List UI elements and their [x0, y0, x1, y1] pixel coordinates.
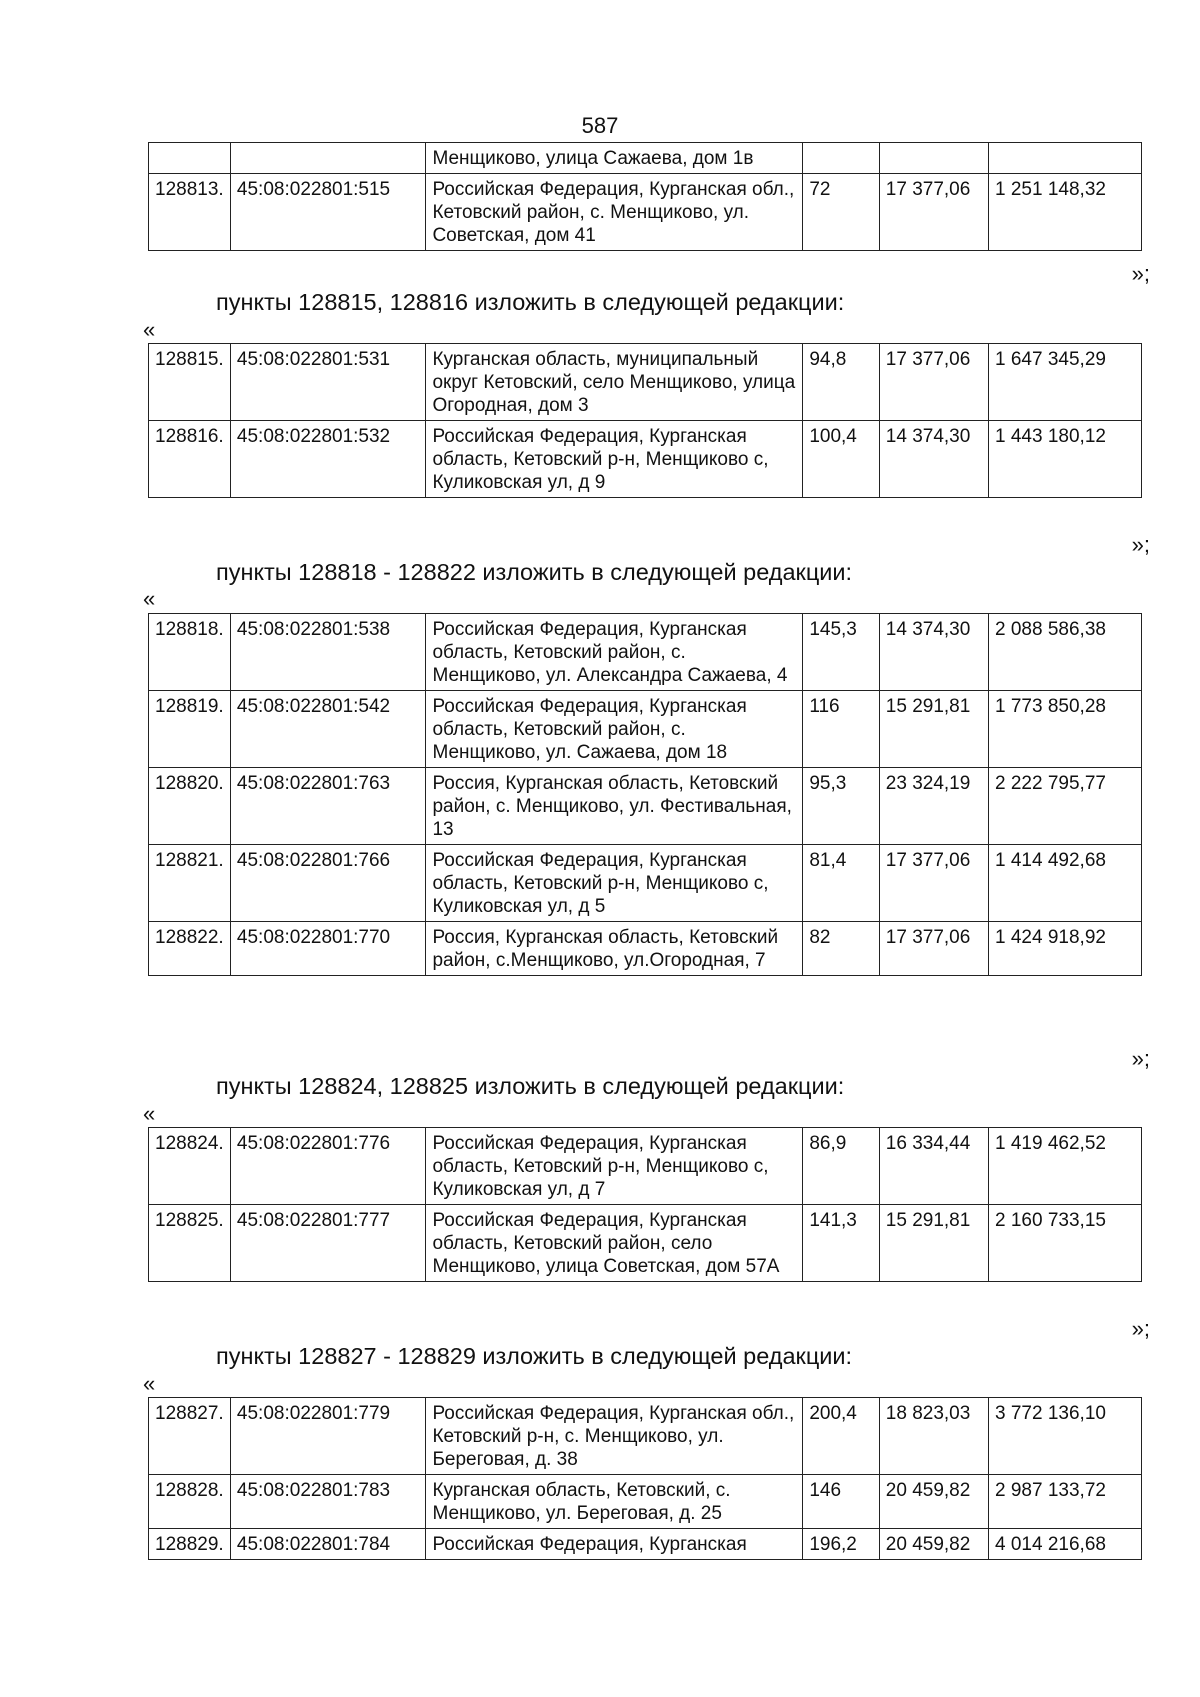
- row-number: 128816.: [149, 421, 231, 498]
- opening-quote: «: [143, 1371, 156, 1396]
- row-number: 128822.: [149, 922, 231, 976]
- address: Курганская область, муниципальный округ Кетовский, село Менщиково, улица Огородная, дом 3: [426, 344, 803, 421]
- total-value: 1 414 492,68: [989, 845, 1142, 922]
- row-number: 128815.: [149, 344, 231, 421]
- cadastral-number: 45:08:022801:776: [230, 1128, 426, 1205]
- row-number: 128813.: [149, 174, 231, 251]
- area: 86,9: [803, 1128, 879, 1205]
- table-row: [149, 1398, 1142, 1475]
- price-per-unit: 23 324,19: [879, 768, 988, 845]
- amendment-instruction: пункты 128818 - 128822 изложить в следующей редакции:: [216, 559, 853, 585]
- table-row: [149, 421, 1142, 498]
- address: Российская Федерация, Курганская обл., Кетовский район, с. Менщиково, ул. Советская, дом 41: [426, 174, 803, 251]
- price-per-unit: 18 823,03: [879, 1398, 988, 1475]
- table-block-3: [148, 1127, 1142, 1282]
- row-number: 128818.: [149, 614, 231, 691]
- area: 196,2: [803, 1529, 879, 1560]
- total-value: 1 424 918,92: [989, 922, 1142, 976]
- total-value: 2 160 733,15: [989, 1205, 1142, 1282]
- area: 145,3: [803, 614, 879, 691]
- row-number: 128821.: [149, 845, 231, 922]
- table-row: [149, 614, 1142, 691]
- cadastral-number: 45:08:022801:532: [230, 421, 426, 498]
- area: [803, 143, 879, 174]
- table-row: [149, 845, 1142, 922]
- price-per-unit: 17 377,06: [879, 922, 988, 976]
- table-row: [149, 1205, 1142, 1282]
- price-per-unit: [879, 143, 988, 174]
- cadastral-number: 45:08:022801:766: [230, 845, 426, 922]
- address: Курганская область, Кетовский, с. Менщиково, ул. Береговая, д. 25: [426, 1475, 803, 1529]
- row-number: [149, 143, 231, 174]
- table-row: [149, 174, 1142, 251]
- address: Россия, Курганская область, Кетовский район, с.Менщиково, ул.Огородная, 7: [426, 922, 803, 976]
- opening-quote: «: [143, 586, 156, 611]
- area: 116: [803, 691, 879, 768]
- closing-quote: »;: [1131, 1046, 1150, 1071]
- total-value: 1 419 462,52: [989, 1128, 1142, 1205]
- area: 72: [803, 174, 879, 251]
- total-value: 2 987 133,72: [989, 1475, 1142, 1529]
- area: 82: [803, 922, 879, 976]
- total-value: 4 014 216,68: [989, 1529, 1142, 1560]
- cadastral-number: 45:08:022801:770: [230, 922, 426, 976]
- table-row: [149, 344, 1142, 421]
- closing-quote: »;: [1131, 532, 1150, 557]
- address: Российская Федерация, Курганская: [426, 1529, 803, 1560]
- cadastral-number: 45:08:022801:515: [230, 174, 426, 251]
- address: Россия, Курганская область, Кетовский район, с. Менщиково, ул. Фестивальная, 13: [426, 768, 803, 845]
- amendment-instruction: пункты 128815, 128816 изложить в следующей редакции:: [216, 289, 845, 315]
- cadastral-number: 45:08:022801:779: [230, 1398, 426, 1475]
- cadastral-number: 45:08:022801:542: [230, 691, 426, 768]
- price-per-unit: 14 374,30: [879, 614, 988, 691]
- table-block-0: [148, 142, 1142, 251]
- opening-quote: «: [143, 1101, 156, 1126]
- row-number: 128819.: [149, 691, 231, 768]
- total-value: 2 088 586,38: [989, 614, 1142, 691]
- cadastral-number: [230, 143, 426, 174]
- table-block-4: [148, 1397, 1142, 1560]
- table-row: [149, 768, 1142, 845]
- address: Российская Федерация, Курганская обл., Кетовский р-н, с. Менщиково, ул. Береговая, д. 38: [426, 1398, 803, 1475]
- row-number: 128828.: [149, 1475, 231, 1529]
- total-value: [989, 143, 1142, 174]
- area: 100,4: [803, 421, 879, 498]
- address: Российская Федерация, Курганская область, Кетовский р-н, Менщиково с, Куликовская ул, д 7: [426, 1128, 803, 1205]
- cadastral-number: 45:08:022801:783: [230, 1475, 426, 1529]
- table-row: [149, 1475, 1142, 1529]
- amendment-instruction: пункты 128824, 128825 изложить в следующей редакции:: [216, 1073, 845, 1099]
- address: Российская Федерация, Курганская область, Кетовский район, с. Менщиково, ул. Александра Сажаева, 4: [426, 614, 803, 691]
- row-number: 128827.: [149, 1398, 231, 1475]
- opening-quote: «: [143, 317, 156, 342]
- area: 141,3: [803, 1205, 879, 1282]
- cadastral-number: 45:08:022801:777: [230, 1205, 426, 1282]
- total-value: 2 222 795,77: [989, 768, 1142, 845]
- area: 146: [803, 1475, 879, 1529]
- address: Российская Федерация, Курганская область, Кетовский район, село Менщиково, улица Советская, дом 57А: [426, 1205, 803, 1282]
- price-per-unit: 15 291,81: [879, 691, 988, 768]
- area: 200,4: [803, 1398, 879, 1475]
- price-per-unit: 14 374,30: [879, 421, 988, 498]
- row-number: 128825.: [149, 1205, 231, 1282]
- row-number: 128824.: [149, 1128, 231, 1205]
- total-value: 1 251 148,32: [989, 174, 1142, 251]
- price-per-unit: 20 459,82: [879, 1529, 988, 1560]
- cadastral-number: 45:08:022801:531: [230, 344, 426, 421]
- page-number: 587: [581, 113, 619, 138]
- total-value: 1 773 850,28: [989, 691, 1142, 768]
- price-per-unit: 16 334,44: [879, 1128, 988, 1205]
- table-block-2: [148, 613, 1142, 976]
- cadastral-number: 45:08:022801:538: [230, 614, 426, 691]
- price-per-unit: 20 459,82: [879, 1475, 988, 1529]
- area: 95,3: [803, 768, 879, 845]
- price-per-unit: 17 377,06: [879, 845, 988, 922]
- total-value: 3 772 136,10: [989, 1398, 1142, 1475]
- closing-quote: »;: [1131, 1316, 1150, 1341]
- price-per-unit: 15 291,81: [879, 1205, 988, 1282]
- address: Российская Федерация, Курганская область, Кетовский р-н, Менщиково с, Куликовская ул, д 9: [426, 421, 803, 498]
- closing-quote: »;: [1131, 261, 1150, 286]
- row-number: 128829.: [149, 1529, 231, 1560]
- table-row: [149, 143, 1142, 174]
- total-value: 1 647 345,29: [989, 344, 1142, 421]
- address: Менщиково, улица Сажаева, дом 1в: [426, 143, 803, 174]
- table-row: [149, 1128, 1142, 1205]
- cadastral-number: 45:08:022801:784: [230, 1529, 426, 1560]
- table-row: [149, 691, 1142, 768]
- price-per-unit: 17 377,06: [879, 174, 988, 251]
- total-value: 1 443 180,12: [989, 421, 1142, 498]
- table-row: [149, 1529, 1142, 1560]
- table-row: [149, 922, 1142, 976]
- amendment-instruction: пункты 128827 - 128829 изложить в следующей редакции:: [216, 1343, 853, 1369]
- address: Российская Федерация, Курганская область, Кетовский район, с. Менщиково, ул. Сажаева, дом 18: [426, 691, 803, 768]
- price-per-unit: 17 377,06: [879, 344, 988, 421]
- area: 81,4: [803, 845, 879, 922]
- table-block-1: [148, 343, 1142, 498]
- address: Российская Федерация, Курганская область, Кетовский р-н, Менщиково с, Куликовская ул, д 5: [426, 845, 803, 922]
- area: 94,8: [803, 344, 879, 421]
- cadastral-number: 45:08:022801:763: [230, 768, 426, 845]
- row-number: 128820.: [149, 768, 231, 845]
